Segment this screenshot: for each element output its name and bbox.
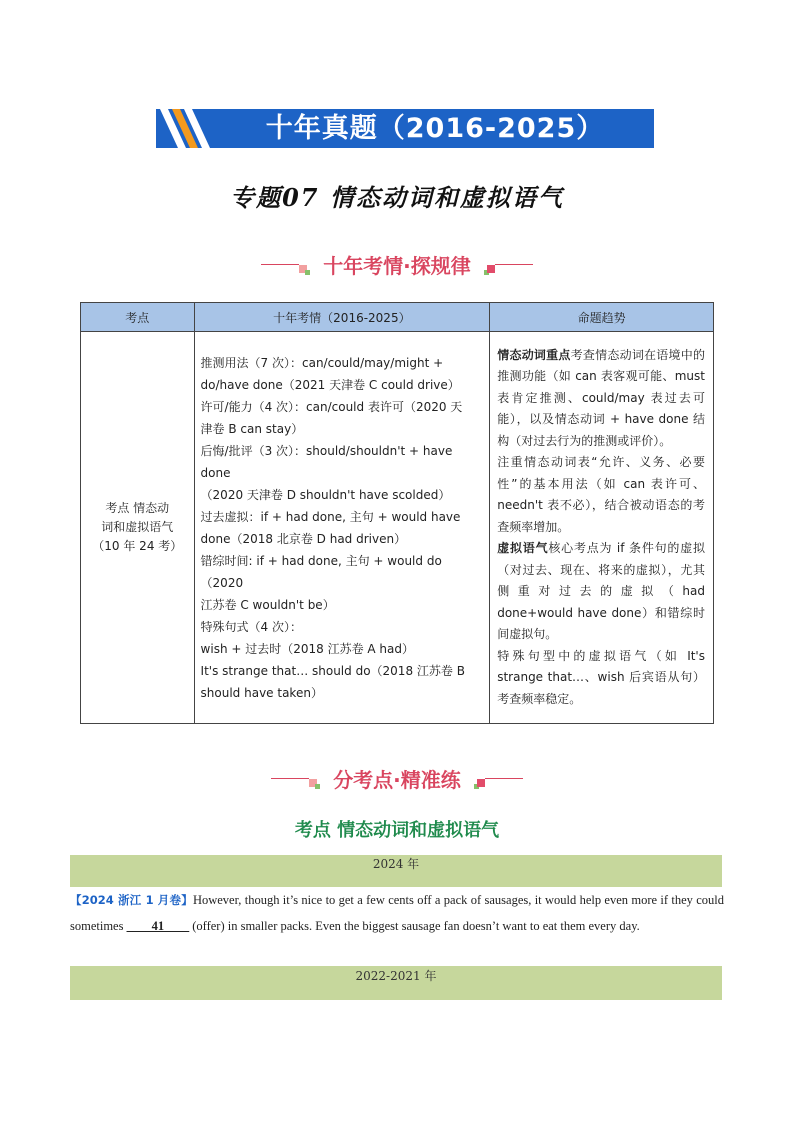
trend-paragraph — [497, 538, 705, 646]
cell-line: 特殊句式（4 次）： — [200, 619, 302, 634]
trend-paragraph: 特殊句型中的虚拟语气（如 It's strange that…、wish 后宾语从句）考查频率稳定。 — [497, 648, 705, 706]
trend-text: 考查情态动词在语境中的推测功能（如 can 表客观可能、must 表肯定推测、could/may 表过去可能），以及情态动词 + have done 结构（对过去行为的推测或评价）。 — [497, 347, 705, 448]
table-row — [81, 332, 714, 724]
trend-forecast-cell — [490, 332, 714, 724]
divider-line — [271, 778, 309, 779]
question-text: However, though it’s nice to get a few cents off a pack of sausages, it would help even more if they could sometimes — [70, 893, 724, 933]
cell-line: 过去虚拟：if + had done, 主句 + would have — [200, 509, 461, 524]
square-decoration-icon — [305, 270, 310, 275]
cell-line: 津卷 B can stay） — [200, 421, 304, 436]
cell-line: 推测用法（7 次）：can/could/may/might + — [200, 355, 444, 370]
header-cell: 考点 — [81, 303, 195, 332]
divider-line — [495, 264, 533, 265]
divider-line — [261, 264, 299, 265]
square-decoration-icon — [477, 779, 485, 787]
cell-line: （10 年 24 考） — [92, 539, 183, 553]
cell-line: 考点 情态动 — [105, 501, 170, 515]
header-cell: 十年考情（2016-2025） — [194, 303, 490, 332]
banner-title: 十年真题（2016-2025） — [265, 113, 605, 144]
trend-keyword: 虚拟语气 — [497, 541, 549, 556]
trend-text: 核心考点为 if 条件句的虚拟（对过去、现在、将来的虚拟），尤其侧重对过去的虚拟（had done+would have done）和错综时间虚拟句。 — [497, 541, 705, 642]
trend-paragraph — [497, 345, 705, 453]
cell-line: done（2018 北京卷 D had driven） — [200, 531, 407, 546]
kaodian-title: 考点 情态动词和虚拟语气 — [294, 820, 500, 841]
cell-line: It's strange that… should do（2018 江苏卷 B — [200, 663, 465, 678]
section-title: 分考点·精准练 — [333, 768, 461, 792]
kaodian-cell — [81, 332, 195, 724]
exam-trend-table — [80, 302, 714, 724]
square-decoration-icon — [487, 265, 495, 273]
title-banner — [156, 109, 654, 148]
cell-line: （2020 天津卷 D shouldn't have scolded） — [200, 487, 451, 502]
table-header-row — [81, 303, 714, 332]
topic-title: 专题07 情态动词和虚拟语气 — [230, 183, 564, 212]
header-cell: 命题趋势 — [490, 303, 714, 332]
cell-line: should have taken） — [200, 685, 323, 700]
cell-line: 词和虚拟语气 — [101, 520, 174, 534]
cell-line: wish + 过去时（2018 江苏卷 A had） — [200, 641, 415, 656]
divider-line — [485, 778, 523, 779]
year-bar-2022-2021: 2022-2021 年 — [70, 966, 722, 1000]
trend-history-cell — [194, 332, 490, 724]
trend-paragraph: 注重情态动词表“允许、义务、必要性”的基本用法（如 can 表许可、needn't 表不必），结合被动语态的考查频率增加。 — [497, 455, 705, 534]
section-title: 十年考情·探规律 — [323, 254, 471, 278]
section-heading-practice — [0, 764, 794, 794]
square-decoration-icon — [315, 784, 320, 789]
cell-line: 江苏卷 C wouldn't be） — [200, 597, 335, 612]
trend-keyword: 情态动词重点 — [497, 347, 571, 362]
cell-line: do/have done（2021 天津卷 C could drive） — [200, 377, 460, 392]
section-heading-trends — [0, 250, 794, 280]
question-text: (offer) in smaller packs. Even the biggest sausage fan doesn’t want to eat them every day. — [189, 919, 640, 933]
year-bar-2024: 2024 年 — [70, 855, 722, 887]
answer-blank[interactable]: ____41____ — [126, 919, 190, 933]
question-paragraph — [70, 887, 724, 939]
cell-line: 错综时间: if + had done, 主句 + would do（2020 — [200, 553, 442, 590]
question-source: 【2024 浙江 1 月卷】 — [70, 893, 193, 907]
cell-line: 后悔/批评（3 次）：should/shouldn't + have done — [200, 443, 453, 480]
cell-line: 许可/能力（4 次）：can/could 表许可（2020 天 — [200, 399, 463, 414]
